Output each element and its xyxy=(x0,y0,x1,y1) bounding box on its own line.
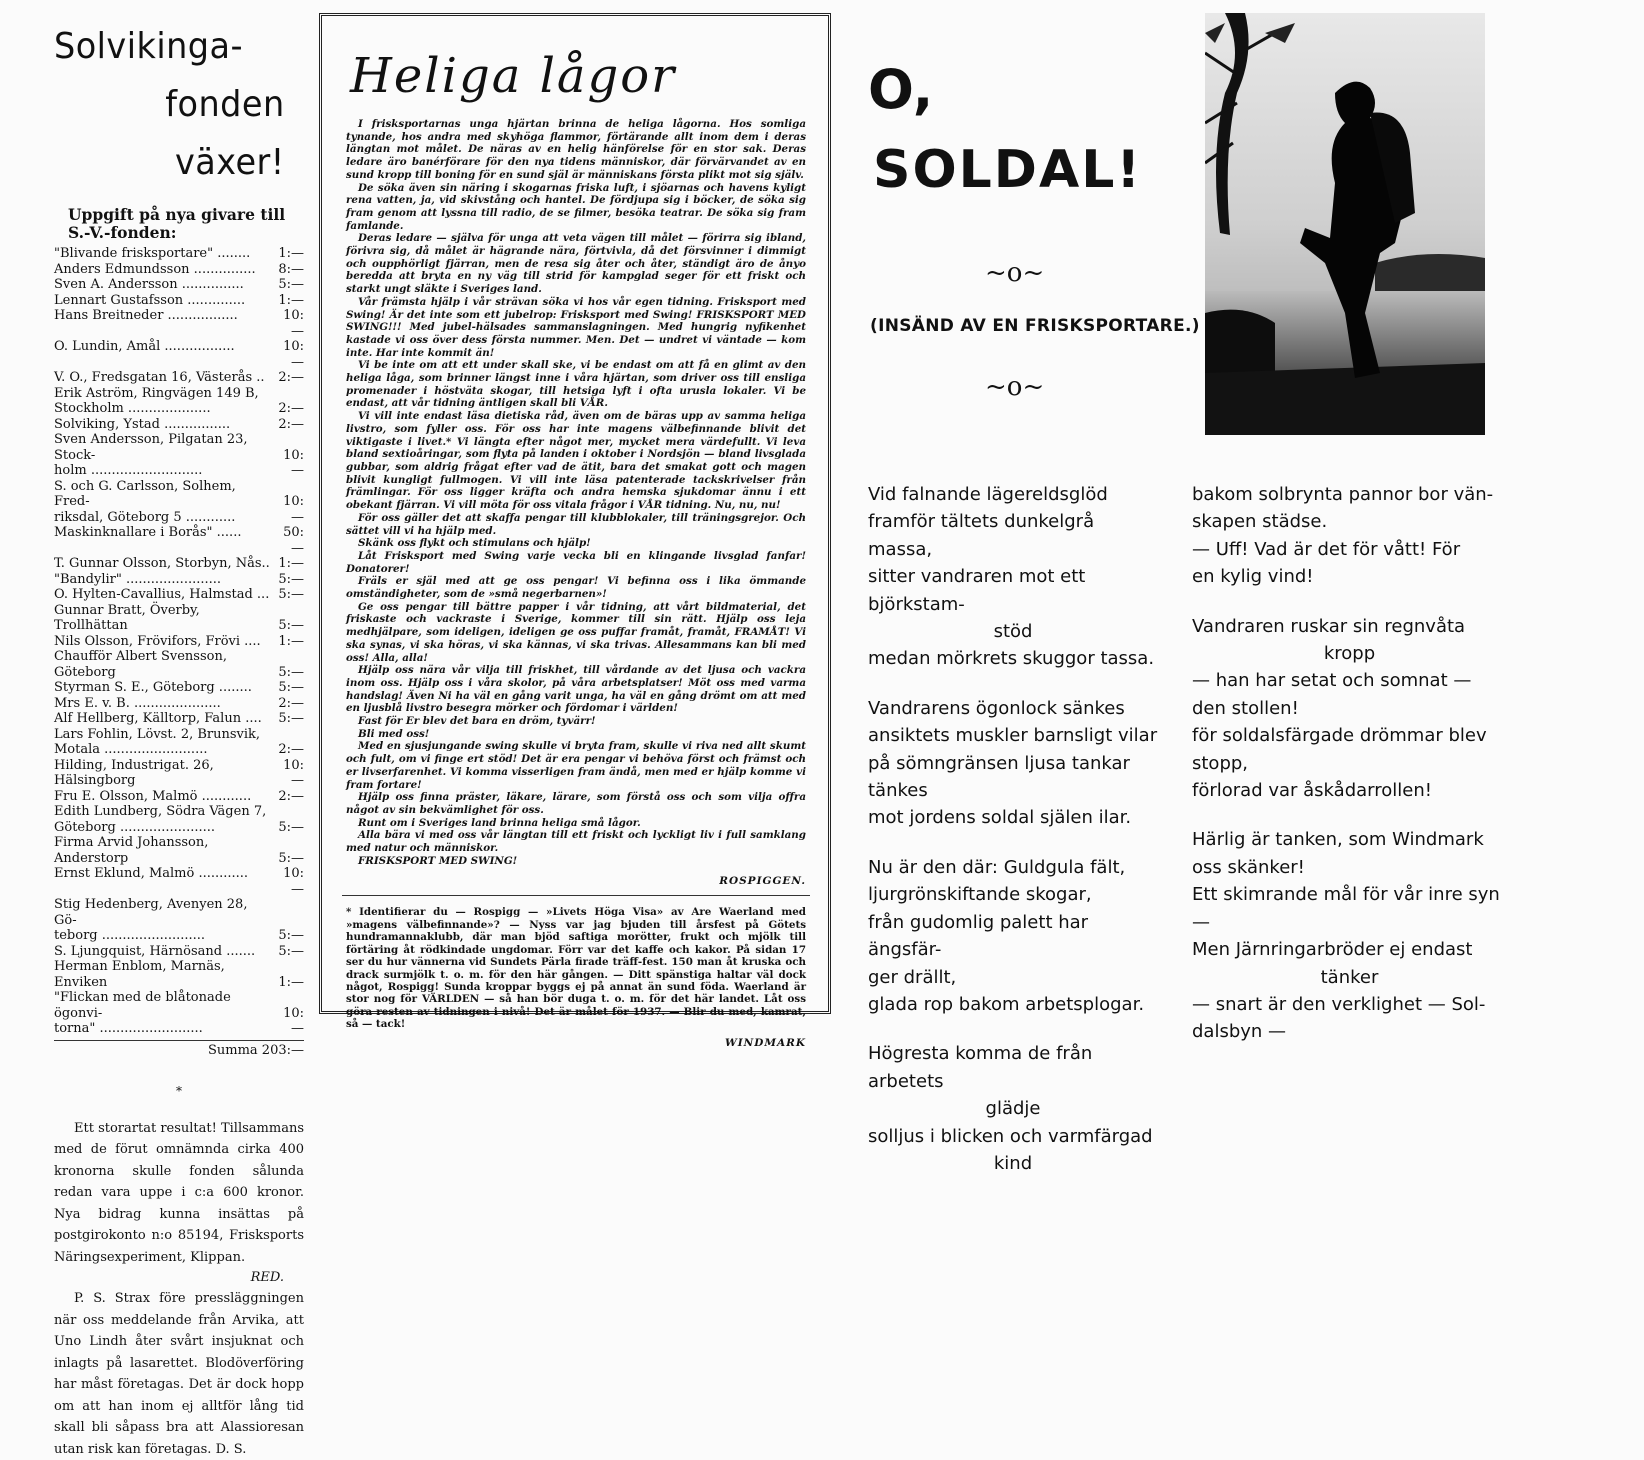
poem-line: tänker xyxy=(1320,966,1379,988)
article-paragraph: Fräls er själ med att ge oss pengar! Vi befinna oss i lika ömmande omständigheter, som de »små negerbarnen»! xyxy=(346,575,806,601)
donor-row xyxy=(54,432,304,479)
poem-line: ljurgrönskiftande skogar, xyxy=(868,884,1092,906)
donor-row xyxy=(54,804,304,835)
poem-line: dalsbyn — xyxy=(1192,1021,1287,1043)
article-paragraph: Vi be inte om att ett under skall ske, vi be endast om att få en glimt av den heliga låga, som brinner längst inne i våra hjärtan, som driver oss till ensliga promenader i höstväta skogar, till hetsiga lyft i ofta urusla lokaler. Vi be endast, att vår tidning äntligen skall bli VÅR. xyxy=(346,359,806,410)
article-paragraph: Låt Frisksport med Swing varje vecka bli en klingande livsglad fanfar! Donatorer! xyxy=(346,549,806,575)
donor-row xyxy=(54,897,304,944)
article-paragraph: Runt om i Sveriges land brinna heliga små lågor. xyxy=(358,816,641,829)
poem-line: Nu är den där: Guldgula fält, xyxy=(868,856,1126,878)
poem-line: oss skänker! xyxy=(1192,856,1305,878)
donor-amount: 1:— xyxy=(278,246,304,261)
fund-headline xyxy=(54,18,287,192)
donor-row xyxy=(54,990,304,1037)
donor-amount: 10:— xyxy=(283,757,304,788)
donor-name: Alf Hellberg, Källtorp, Falun .... xyxy=(54,711,262,726)
poem-line: — han har setat och somnat — xyxy=(1192,670,1472,692)
poem-line: Högresta komma de från arbetets xyxy=(868,1043,1093,1092)
poem-line: solljus i blicken och varmfärgad xyxy=(868,1125,1153,1147)
donor-row xyxy=(54,572,304,588)
poem-column-2 xyxy=(1192,481,1507,1068)
poem-line: ger drällt, xyxy=(868,966,957,988)
poem-line: Vid falnande lägereldsglöd xyxy=(868,484,1108,505)
poem-line: Men Järnringarbröder ej endast xyxy=(1192,939,1473,961)
donor-amount: 5:— xyxy=(278,571,304,587)
poem-line: bakom solbrynta pannor bor vän- xyxy=(1192,484,1494,505)
donor-row xyxy=(54,587,304,603)
poem-line: mot jordens soldal själen ilar. xyxy=(868,807,1132,829)
donor-name: Gunnar Bratt, Överby, Trollhättan xyxy=(54,602,200,633)
donor-amount: 5:— xyxy=(278,711,304,726)
poem-title-line2: SOLDAL! xyxy=(873,140,1143,200)
donor-name: V. O., Fredsgatan 16, Västerås .. xyxy=(54,370,265,385)
donor-name: Maskinknallare i Borås" ...... xyxy=(54,525,242,540)
poem-line: en kylig vind! xyxy=(1192,566,1314,588)
donor-name: Herman Enblom, Marnäs, Enviken xyxy=(54,959,225,990)
poem-line: på sömngränsen ljusa tankar tänkes xyxy=(868,752,1130,802)
donor-row xyxy=(54,866,304,897)
poem-line: kropp xyxy=(1323,643,1376,665)
photo-image xyxy=(1205,13,1485,435)
article-paragraph: Hjälp oss nära vår vilja till friskhet, till vårdande av det ljusa och vackra inom oss. Hjälp oss i våra skolor, på våra arbetsplatser! Möt oss med varma handslag! Även Ni ha väl en gång varit unga, ha väl en gång drömt om att med en ljusblå livstro besegra mörker och fördomar i världen! xyxy=(346,664,806,715)
donor-amount: 10:— xyxy=(283,1005,304,1036)
poem-stanza xyxy=(868,695,1158,832)
editor-note: * Identifierar du — Rospigg — »Livets Höga Visa» av Are Waerland med »magens välbefinnande»? — Nyss var jag bjuden till årsfest på Götets hundramannaklubb, där man bjöd saftiga morötter, frukt och mjölk till förtäring åt rödkindade ungdomar. Förr var det kaffe och kakor. På sidan 17 ser du hur vännerna vid Sundets Pärla firade träff-fest. 150 man åt kruska och drack surmjölk t. o. m. för den här gången. — Ditt spänstiga haltar väl dock något, Rospigg! Sunda kroppar byggs ej på annat än sund föda. Waerland är stor nog för VÄRLDEN — så han bör duga t. o. m. för det här landet. Låt oss göra resten av tidningen i nivå! Det är målet för 1937. — Blir du med, kamrat, så — tack! xyxy=(346,906,806,1031)
donor-amount: 10:— xyxy=(283,447,304,478)
donor-name: Erik Aström, Ringvägen 149 B, Stockholm .................... xyxy=(54,385,259,416)
donor-name: Solviking, Ystad ................ xyxy=(54,416,231,432)
poem-line: glädje xyxy=(985,1098,1041,1120)
donor-amount: 2:— xyxy=(278,788,304,804)
donor-name: O. Hylten-Cavallius, Halmstad ... xyxy=(54,587,270,602)
donor-amount: 10:— xyxy=(283,339,304,370)
poem-line: Härlig är tanken, som Windmark xyxy=(1192,829,1484,851)
poem-line: stöd xyxy=(993,621,1033,643)
donor-amount: 10:— xyxy=(283,308,304,339)
article-paragraph: Alla bära vi med oss vår längtan till ett friskt och lyckligt liv i full samklang med natur och människor. xyxy=(346,829,806,855)
donor-name: Hans Breitneder ................. xyxy=(54,308,238,323)
article-title: Heliga lågor xyxy=(350,48,677,104)
poem-line: ansiktets muskler barnsligt vilar xyxy=(868,725,1158,747)
donor-amount: 5:— xyxy=(278,680,304,695)
donor-row xyxy=(54,727,304,758)
article-body xyxy=(346,118,806,867)
ornament-top: ~o~ xyxy=(985,258,1045,288)
donor-amount: 1:— xyxy=(278,974,304,990)
donor-amount: 5:— xyxy=(278,587,304,602)
poem-stanza xyxy=(868,1040,1158,1177)
donor-name: Fru E. Olsson, Malmö ............ xyxy=(54,788,252,804)
article-paragraph: Bli med oss! xyxy=(358,727,430,740)
donor-row xyxy=(54,262,304,278)
poem-stanza xyxy=(1192,613,1507,805)
donor-row xyxy=(54,711,304,727)
donor-name: O. Lundin, Amål ................. xyxy=(54,339,235,354)
poem-line: framför tältets dunkelgrå massa, xyxy=(868,511,1095,560)
donor-row xyxy=(54,339,304,370)
donor-row xyxy=(54,835,304,866)
donor-row xyxy=(54,603,304,634)
donor-name: "Bandylir" ....................... xyxy=(54,571,222,587)
donor-name: T. Gunnar Olsson, Storbyn, Nås.. xyxy=(54,556,270,571)
article-paragraph: Vår främsta hjälp i vår strävan söka vi hos vår egen tidning. Frisksport med Swing! Är det inte som ett jubelrop: Frisksport med Swing! FRISKSPORT MED SWING!!! Med jubel-hälsades sammanslagningen. Med hungrig nyfikenhet kastade vi oss över dess första nummer. Men. Det — undret vi väntade — kom inte. Har inte kommit än! xyxy=(346,295,806,359)
donor-name: Chaufför Albert Svensson, Göteborg xyxy=(54,649,227,680)
article-paragraph: Deras ledare — själva för unga att veta vägen till målet — förirra sig ibland, förivra sig, då målet är hägrande nära, förtvivla, då det försvinner i dimmigt och oupphörligt fjärran, men de resa sig åter och åter, ständigt äro de ånyo beredda att bryta en ny väg till strid för kampglad seger för ett friskt och starkt ungt släkte i Sveriges land. xyxy=(346,232,806,296)
poem-line: Ett skimrande mål för vår inre syn — xyxy=(1192,884,1500,933)
article-paragraph: I frisksportarnas unga hjärtan brinna de heliga lågorna. Hos somliga tynande, hos andra med skyhöga flammor, förtärande allt inom dem i deras längtan mot målet. De näras av en helig hänförelse för en stor sak. Deras ledare äro banérförare för den nya tidens människor, där förvärvandet av en sund kropp till boning för en sund själ är människans första plikt mot sig själv. xyxy=(346,118,806,181)
donor-name: S. och G. Carlsson, Solhem, Fred- riksdal, Göteborg 5 ............ xyxy=(54,478,236,525)
donor-amount: 8:— xyxy=(278,261,304,277)
donor-name: Stig Hedenberg, Avenyen 28, Gö- teborg ......................... xyxy=(54,897,248,943)
donor-list xyxy=(54,246,304,1037)
donor-amount: 5:— xyxy=(278,664,304,680)
poem-line: den stollen! xyxy=(1192,697,1299,719)
donor-amount: 2:— xyxy=(278,370,304,385)
fund-headline-line2: fonden växer! xyxy=(165,84,285,183)
donor-row xyxy=(54,789,304,805)
donor-amount: 10:— xyxy=(283,494,304,525)
article-paragraph: Vi vill inte endast läsa dietiska råd, även om de bäras upp av samma heliga livstro, som fyller oss. För oss har inte magens välbefinnande blivit det viktigaste i livet.* Vi längta efter något mer, mycket mera värdefullt. Vi leva bland sextioåringar, som flyta på landen i oktober i Nordsjön — bland livsglada gubbar, som aldrig frågat efter vad de ätit, bara det smakat gott och magen blivit kungligt fullmogen. Vi vill inte läsa patenterade tackskrivelser från främlingar. För oss ligger kräfta och andra hemska sjukdomar ännu i ett obekant fjärran. Vi vill möta för oss vitala frågor i VÅR tidning. Nu, nu, nu! xyxy=(346,410,806,512)
donor-amount: 2:— xyxy=(278,416,304,432)
donor-row xyxy=(54,556,304,572)
poem-title xyxy=(868,50,1142,210)
donor-amount: 5:— xyxy=(278,850,304,866)
poem-line: stopp, xyxy=(1192,752,1249,774)
poem-title-line1: O, xyxy=(868,58,934,121)
donor-amount: 5:— xyxy=(278,928,304,943)
donor-row xyxy=(54,959,304,990)
poem-line: medan mörkrets skuggor tassa. xyxy=(868,648,1155,670)
postscript-paragraph: P. S. Strax före pressläggningen när oss meddelande från Arvika, att Uno Lindh åter svårt insjuknat och inlagts på lasarettet. Blodöverföring har måst företagas. Det är dock hopp om att han inom ej alltför lång tid skall bli såpass bra att Alassioresan utan risk kan företagas. D. S. xyxy=(54,1291,304,1457)
donor-name: Mrs E. v. B. ..................... xyxy=(54,695,221,711)
donor-name: Lennart Gustafsson .............. xyxy=(54,292,246,308)
donor-name: Ernst Eklund, Malmö ............ xyxy=(54,866,249,881)
donor-amount: 2:— xyxy=(278,401,304,416)
donor-amount: 2:— xyxy=(278,695,304,711)
article-paragraph: Ge oss pengar till bättre papper i vår tidning, att vårt bildmaterial, det friskaste och vackraste i Sverige, kommer till sin rätt. Hjälp oss leja medhjälpare, som ideligen, ideligen ge oss puffar framåt, framåt, FRAMÅT! Vi ska synas, vi ska höras, vi ska kännas, vi ska trivas. Allesammans kan bli med oss! Alla, alla! xyxy=(346,600,806,664)
donor-row xyxy=(54,386,304,417)
donor-amount: 1:— xyxy=(278,633,304,649)
donor-amount: 5:— xyxy=(278,618,304,633)
poem-stanza xyxy=(1192,826,1507,1045)
donor-row xyxy=(54,525,304,556)
donor-name: Nils Olsson, Frövifors, Frövi .... xyxy=(54,633,261,649)
article-paragraph: FRISKSPORT MED SWING! xyxy=(358,854,518,867)
ornament-bottom: ~o~ xyxy=(985,372,1045,402)
poem-line: för soldalsfärgade drömmar blev xyxy=(1192,725,1487,747)
donor-amount: 5:— xyxy=(278,277,304,292)
donor-name: Sven A. Andersson ............... xyxy=(54,277,244,292)
section-star: * xyxy=(176,1083,182,1098)
donor-amount: 2:— xyxy=(278,742,304,757)
donor-amount: 5:— xyxy=(278,943,304,959)
poem-stanza xyxy=(868,854,1158,1018)
donor-row xyxy=(54,479,304,526)
editor-signature: RED. xyxy=(250,1270,284,1285)
donor-row xyxy=(54,308,304,339)
heliga-lagor-article xyxy=(319,13,831,1049)
poem-line: sitter vandraren mot ett björkstam- xyxy=(868,566,1086,615)
donor-row xyxy=(54,634,304,650)
donor-name: Anders Edmundsson ............... xyxy=(54,261,256,277)
donor-sum: Summa 203:— xyxy=(54,1040,304,1058)
donor-name: "Blivande frisksportare" ........ xyxy=(54,246,251,261)
donor-amount: 50:— xyxy=(283,525,304,556)
poem-line: Vandrarens ögonlock sänkes xyxy=(868,697,1125,719)
donor-row xyxy=(54,277,304,293)
donor-amount: 1:— xyxy=(278,556,304,571)
donor-amount: 5:— xyxy=(278,819,304,835)
poem-byline: (INSÄND AV EN FRISKSPORTARE.) xyxy=(870,316,1200,336)
poem-line: Vandraren ruskar sin regnvåta xyxy=(1192,615,1466,637)
donor-row xyxy=(54,370,304,386)
donor-list-heading: Uppgift på nya givare till S.-V.-fonden: xyxy=(68,205,286,242)
donor-amount: 10:— xyxy=(283,866,304,897)
donor-row xyxy=(54,293,304,309)
donor-name: "Flickan med de blåtonade ögonvi- torna" ......................... xyxy=(54,990,231,1036)
poem-line: förlorad var åskådarrollen! xyxy=(1192,780,1432,802)
donor-row xyxy=(54,758,304,789)
poem-line: glada rop bakom arbetsplogar. xyxy=(868,993,1145,1015)
article-paragraph: De söka även sin näring i skogarnas friska luft, i sjöarnas och havens kyligt rena vatten, ja, vid skivstång och hantel. De fördjupa sig i böcker, de söka sig fram genom att lyssna till radio, de se filmer, besöka teatrar. De söka sig fram famlande. xyxy=(346,181,806,232)
donor-name: Lars Fohlin, Lövst. 2, Brunsvik, Motala ......................... xyxy=(54,726,261,757)
donor-name: S. Ljungquist, Härnösand ....... xyxy=(54,943,256,959)
donor-row xyxy=(54,246,304,262)
article-paragraph: Hjälp oss finna präster, läkare, lärare, som förstå oss och som vilja offra något av sin bekvämlighet för oss. xyxy=(346,791,806,816)
result-paragraph: Ett storartat resultat! Tillsammans med de förut omnämnda cirka 400 kronorna skulle fonden sålunda redan vara uppe i c:a 600 kronor. Nya bidrag kunna insättas på postgirokonto n:o 85194, Frisksports Näringsexperiment, Klippan. xyxy=(54,1120,304,1265)
donor-name: Hilding, Industrigat. 26, Hälsingborg xyxy=(54,757,214,788)
hiker-silhouette-photo xyxy=(1205,13,1485,435)
article-paragraph: Fast för Er blev det bara en dröm, tyvärr! xyxy=(358,715,596,728)
donor-name: Edith Lundberg, Södra Vägen 7, Göteborg ....................... xyxy=(54,804,267,835)
donor-name: Sven Andersson, Pilgatan 23, Stock- holm ........................... xyxy=(54,432,248,478)
poem-stanza xyxy=(868,481,1158,673)
poem-line: från gudomlig palett har ängsfär- xyxy=(868,911,1089,961)
donor-name: Firma Arvid Johansson, Anderstorp xyxy=(54,835,209,866)
poem-stanza xyxy=(1192,481,1507,591)
donor-row xyxy=(54,680,304,696)
article-paragraph: Skänk oss flykt och stimulans och hjälp! xyxy=(358,537,591,550)
poem-line: skapen städse. xyxy=(1192,511,1328,533)
article-signature: ROSPIGGEN. xyxy=(719,875,806,888)
left-column xyxy=(54,18,304,1460)
article-paragraph: För oss gäller det att skaffa pengar till klubblokaler, till träningsgrejor. Och sättet vill vi ha hjälp med. xyxy=(346,511,806,537)
donor-row xyxy=(54,696,304,712)
donor-row xyxy=(54,944,304,960)
poem-line: — Uff! Vad är det för vått! För xyxy=(1192,538,1461,560)
article-paragraph: Med en sjusjungande swing skulle vi bryta fram, skulle vi riva ned allt skumt och fult, om vi finge ert stöd! Det är era pengar vi behöva först och främst och er livserfarenhet. Vi komma visserligen fram ändå, men med er hjälp komme vi fram fortare! xyxy=(346,740,806,791)
article-divider xyxy=(342,895,810,896)
donor-row xyxy=(54,649,304,680)
donor-name: Styrman S. E., Göteborg ........ xyxy=(54,680,252,695)
donor-amount: 1:— xyxy=(278,292,304,308)
donor-row xyxy=(54,417,304,433)
note-signature: WINDMARK xyxy=(724,1036,806,1049)
poem-column-1 xyxy=(868,481,1158,1199)
poem-line: — snart är den verklighet — Sol- xyxy=(1192,993,1486,1015)
fund-headline-line1: Solvikinga- xyxy=(54,26,244,67)
poem-line: kind xyxy=(993,1152,1033,1174)
